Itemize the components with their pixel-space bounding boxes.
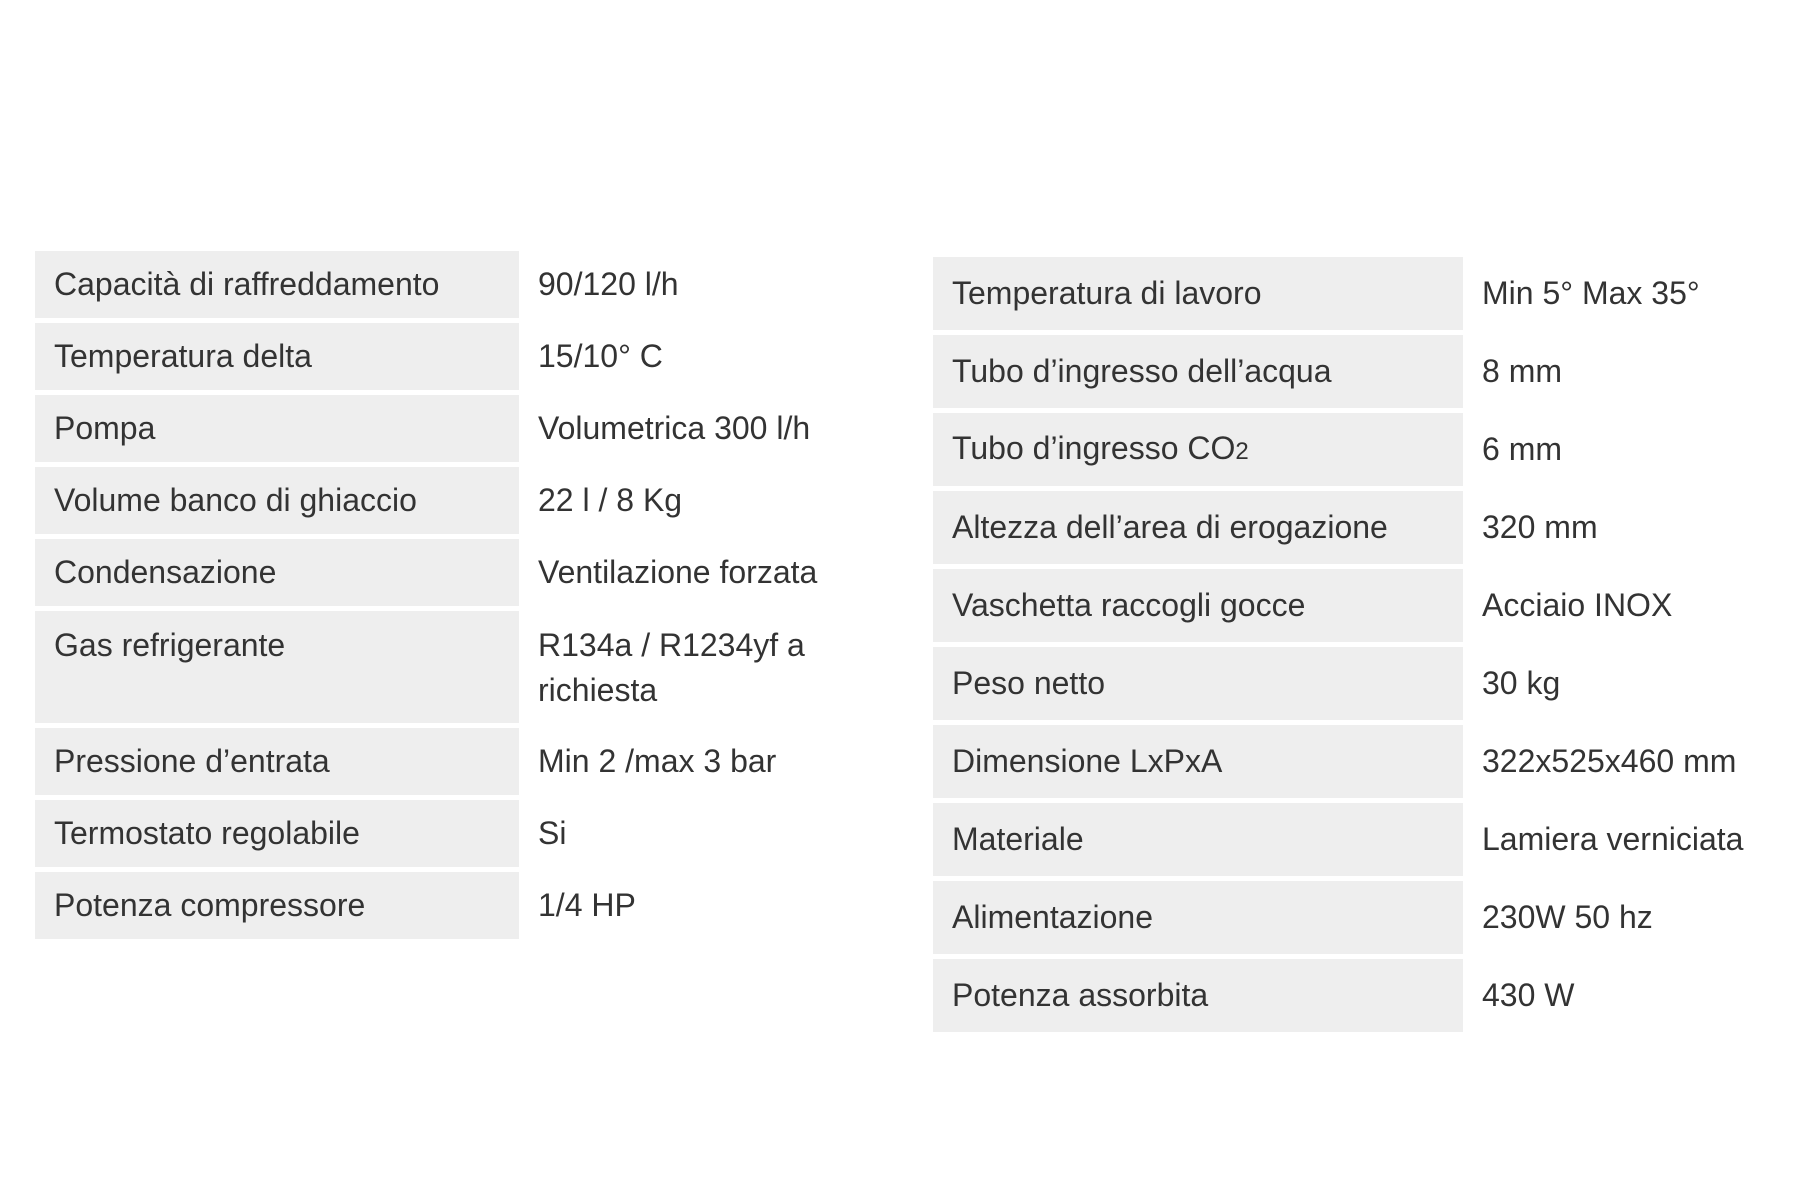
spec-label: Condensazione [35, 539, 519, 606]
table-row [35, 539, 909, 606]
spec-label: Termostato regolabile [35, 800, 519, 867]
table-row [933, 725, 1783, 798]
spec-label: Pressione d’entrata [35, 728, 519, 795]
spec-value: 30 kg [1463, 647, 1783, 720]
spec-value: 15/10° C [519, 323, 909, 390]
spec-label-text: Tubo d’ingresso CO [952, 429, 1236, 466]
spec-label: Pompa [35, 395, 519, 462]
spec-value [519, 611, 909, 723]
spec-label-subscript: 2 [1235, 437, 1249, 465]
table-row [35, 467, 909, 534]
spec-value: Lamiera verniciata [1463, 803, 1783, 876]
spec-value: 430 W [1463, 959, 1783, 1032]
spec-value: Si [519, 800, 909, 867]
table-row [933, 491, 1783, 564]
spec-value: 322x525x460 mm [1463, 725, 1783, 798]
spec-value: Volumetrica 300 l/h [519, 395, 909, 462]
table-row [35, 251, 909, 318]
spec-label: Potenza assorbita [933, 959, 1463, 1032]
spec-label: Materiale [933, 803, 1463, 876]
spec-value: 8 mm [1463, 335, 1783, 408]
table-row [933, 257, 1783, 330]
spec-value: 230W 50 hz [1463, 881, 1783, 954]
spec-value: Min 2 /max 3 bar [519, 728, 909, 795]
spec-value-line: R134a / R1234yf a [538, 627, 805, 663]
spec-label: Tubo d’ingresso dell’acqua [933, 335, 1463, 408]
spec-value: 6 mm [1463, 413, 1783, 486]
spec-label: Volume banco di ghiaccio [35, 467, 519, 534]
spec-value: 1/4 HP [519, 872, 909, 939]
table-row [933, 959, 1783, 1032]
table-row [35, 611, 909, 723]
table-row [35, 395, 909, 462]
spec-label: Potenza compressore [35, 872, 519, 939]
spec-label: Vaschetta raccogli gocce [933, 569, 1463, 642]
table-row [933, 881, 1783, 954]
spec-label: Altezza dell’area di erogazione [933, 491, 1463, 564]
spec-value: 22 l / 8 Kg [519, 467, 909, 534]
table-row [35, 872, 909, 939]
spec-label: Dimensione LxPxA [933, 725, 1463, 798]
spec-value: Min 5° Max 35° [1463, 257, 1783, 330]
spec-label: Capacità di raffreddamento [35, 251, 519, 318]
table-row [933, 647, 1783, 720]
spec-label [933, 413, 1463, 486]
spec-label: Alimentazione [933, 881, 1463, 954]
spec-value: 90/120 l/h [519, 251, 909, 318]
table-row [933, 413, 1783, 486]
table-row [35, 323, 909, 390]
table-row [933, 569, 1783, 642]
spec-label: Temperatura di lavoro [933, 257, 1463, 330]
spec-label: Temperatura delta [35, 323, 519, 390]
spec-label: Peso netto [933, 647, 1463, 720]
specs-table-left [35, 246, 909, 944]
spec-value: Ventilazione forzata [519, 539, 909, 606]
table-row [933, 335, 1783, 408]
table-row [35, 800, 909, 867]
specs-table-right [933, 252, 1783, 1037]
spec-label: Gas refrigerante [35, 611, 519, 723]
spec-value-line: richiesta [538, 672, 658, 708]
table-row [933, 803, 1783, 876]
table-row [35, 728, 909, 795]
spec-value: Acciaio INOX [1463, 569, 1783, 642]
spec-value: 320 mm [1463, 491, 1783, 564]
